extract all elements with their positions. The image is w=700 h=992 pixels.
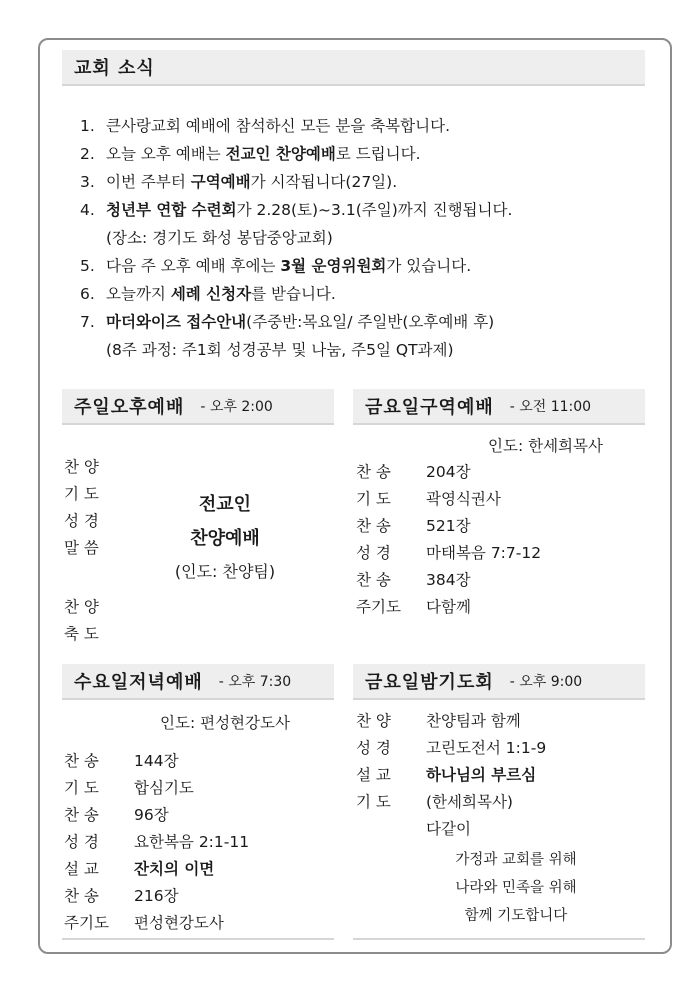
order-label: 성 경 xyxy=(356,544,391,562)
news-item-number: 4. xyxy=(80,201,95,219)
friday-night-rows xyxy=(356,708,546,843)
order-value: 마태복음 7:7-12 xyxy=(426,544,542,562)
order-row xyxy=(64,829,249,856)
order-row xyxy=(356,594,541,621)
order-row xyxy=(64,775,249,802)
friday-cell-title: 금요일구역예배 xyxy=(365,397,494,418)
news-item-text: 로 드립니다. xyxy=(335,145,421,163)
order-row xyxy=(356,708,546,735)
order-value: 144장 xyxy=(134,752,179,770)
order-label: 찬 양 xyxy=(64,598,99,616)
order-row xyxy=(356,513,541,540)
news-header xyxy=(62,50,645,86)
order-row xyxy=(64,594,134,621)
order-label xyxy=(356,816,426,843)
wednesday-rows xyxy=(64,748,249,937)
news-item-text: 를 받습니다. xyxy=(251,285,336,303)
sunday-center-line2: 찬양예배 xyxy=(190,528,260,549)
order-label: 축 도 xyxy=(64,625,99,643)
news-item-number: 1. xyxy=(80,117,95,135)
order-label: 찬 송 xyxy=(356,517,391,535)
news-item-highlight: 구역예배 xyxy=(190,173,251,191)
news-item-highlight: 마더와이즈 접수안내 xyxy=(106,313,247,331)
sunday-header xyxy=(62,389,334,425)
order-row xyxy=(356,816,546,843)
news-item xyxy=(80,252,660,280)
order-value: 고린도전서 1:1-9 xyxy=(426,739,547,757)
order-row xyxy=(64,535,134,562)
order-row xyxy=(64,883,249,910)
order-label: 말 씀 xyxy=(64,539,99,557)
order-label: 찬 송 xyxy=(64,752,99,770)
news-item-detail: (8주 과정: 주1회 성경공부 및 나눔, 주5일 QT과제) xyxy=(106,341,454,359)
order-value: 521장 xyxy=(426,517,471,535)
news-item-number: 2. xyxy=(80,145,95,163)
friday-cell-time: - 오전 11:00 xyxy=(509,399,592,415)
news-item-text: 다음 주 오후 예배 후에는 xyxy=(106,257,281,275)
news-item-text: 가 있습니다. xyxy=(386,257,472,275)
news-item-number: 5. xyxy=(80,257,95,275)
sunday-center-line3: (인도: 찬양팀) xyxy=(174,562,276,581)
order-label: 주기도 xyxy=(64,914,109,932)
order-label: 찬 송 xyxy=(64,887,99,905)
news-item-text: 큰사랑교회 예배에 참석하신 모든 분을 축복합니다. xyxy=(106,117,450,135)
order-label: 기 도 xyxy=(64,485,99,503)
sunday-title: 주일오후예배 xyxy=(74,397,185,418)
order-value: 216장 xyxy=(134,887,179,905)
prayer-line: 함께 기도합니다 xyxy=(464,908,568,924)
news-item xyxy=(80,196,660,224)
order-label: 찬 양 xyxy=(64,458,99,476)
news-item-number: 7. xyxy=(80,313,95,331)
friday-cell-leader: 인도: 한세희목사 xyxy=(488,437,603,455)
order-row xyxy=(64,508,134,535)
wednesday-time: - 오후 7:30 xyxy=(218,674,292,690)
news-item-highlight: 3월 운영위원회 xyxy=(280,257,387,275)
order-row xyxy=(356,735,546,762)
friday-night-time: - 오후 9:00 xyxy=(509,674,583,690)
order-row xyxy=(356,540,541,567)
news-item-text: 가 2.28(토)~3.1(주일)까지 진행됩니다. xyxy=(236,201,513,219)
order-value: 96장 xyxy=(134,806,169,824)
prayer-line: 나라와 민족을 위해 xyxy=(455,880,577,896)
order-row xyxy=(64,454,134,481)
order-row xyxy=(356,762,546,789)
order-value: 다함께 xyxy=(426,598,471,616)
wednesday-leader: 인도: 편성현강도사 xyxy=(160,714,290,732)
order-label: 성 경 xyxy=(64,833,99,851)
news-item-highlight: 전교인 찬양예배 xyxy=(225,145,336,163)
order-label: 설 교 xyxy=(356,766,391,784)
news-item-text: 이번 주부터 xyxy=(106,173,191,191)
sunday-labels-bottom xyxy=(64,594,134,648)
order-label: 주기도 xyxy=(356,598,401,616)
order-value: 합심기도 xyxy=(134,779,194,797)
news-item xyxy=(80,168,660,196)
order-row xyxy=(356,486,541,513)
sunday-time: - 오후 2:00 xyxy=(200,399,273,415)
prayer-line: 가정과 교회를 위해 xyxy=(455,852,577,868)
order-label: 성 경 xyxy=(356,739,391,757)
order-label: 기 도 xyxy=(356,490,391,508)
wednesday-header xyxy=(62,664,334,700)
order-label: 기 도 xyxy=(64,779,99,797)
news-item-number: 3. xyxy=(80,173,95,191)
order-value: 찬양팀과 함께 xyxy=(426,712,521,730)
order-value: 384장 xyxy=(426,571,471,589)
news-title: 교회 소식 xyxy=(74,58,155,79)
sermon-title: 하나님의 부르심 xyxy=(426,766,537,784)
order-value: (한세희목사) xyxy=(426,793,513,811)
news-item xyxy=(80,280,660,308)
order-label: 설 교 xyxy=(64,860,99,878)
news-item xyxy=(80,112,660,140)
news-list xyxy=(80,112,660,364)
order-value: 다같이 xyxy=(426,820,471,838)
news-item xyxy=(80,140,660,168)
news-item-text: 가 시작됩니다(27일). xyxy=(250,173,398,191)
order-label: 찬 양 xyxy=(356,712,391,730)
order-row xyxy=(356,789,546,816)
wednesday-title: 수요일저녁예배 xyxy=(74,672,203,693)
friday-night-title: 금요일밤기도회 xyxy=(365,672,494,693)
news-item-text: 오늘 오후 예배는 xyxy=(106,145,226,163)
wednesday-divider xyxy=(62,938,334,940)
sunday-center xyxy=(150,488,300,588)
order-label: 찬 송 xyxy=(356,463,391,481)
order-label: 기 도 xyxy=(356,793,391,811)
news-item xyxy=(80,308,660,336)
news-item-detail: (장소: 경기도 화성 봉담중앙교회) xyxy=(106,229,333,247)
order-label: 찬 송 xyxy=(64,806,99,824)
friday-night-header xyxy=(353,664,645,700)
order-row xyxy=(64,910,249,937)
news-item-text: (주중반:목요일/ 주일반(오후예배 후) xyxy=(246,313,495,331)
news-item-number: 6. xyxy=(80,285,95,303)
order-row xyxy=(64,621,134,648)
order-value: 요한복음 2:1-11 xyxy=(134,833,250,851)
sunday-labels-top xyxy=(64,454,134,562)
order-row xyxy=(64,802,249,829)
sunday-center-line1: 전교인 xyxy=(198,494,252,515)
order-row xyxy=(64,856,249,883)
order-value: 204장 xyxy=(426,463,471,481)
news-item-highlight: 청년부 연합 수련회 xyxy=(106,201,237,219)
order-value: 편성현강도사 xyxy=(134,914,224,932)
order-row xyxy=(64,481,134,508)
friday-night-prayer xyxy=(426,846,606,930)
friday-night-divider xyxy=(353,938,645,940)
order-label: 찬 송 xyxy=(356,571,391,589)
friday-cell-header xyxy=(353,389,645,425)
order-value: 곽영식권사 xyxy=(426,490,501,508)
order-row xyxy=(64,748,249,775)
sermon-title: 잔치의 이면 xyxy=(134,860,215,878)
friday-cell-rows xyxy=(356,459,541,621)
news-item-text: 오늘까지 xyxy=(106,285,171,303)
news-item-highlight: 세례 신청자 xyxy=(170,285,252,303)
order-label: 성 경 xyxy=(64,512,99,530)
order-row xyxy=(356,459,541,486)
order-row xyxy=(356,567,541,594)
